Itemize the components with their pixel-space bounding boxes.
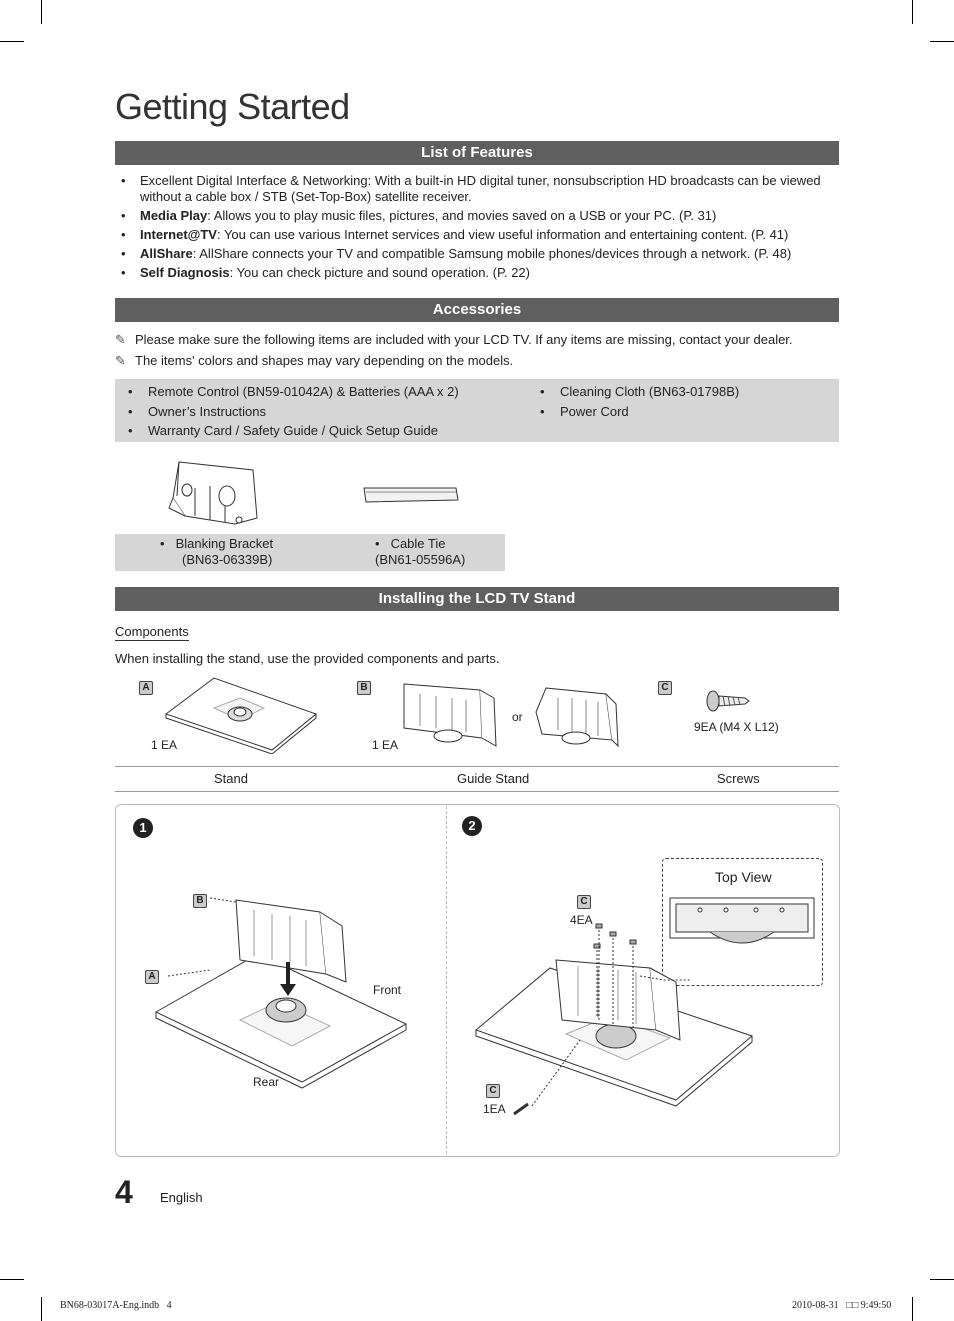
crop-mark — [930, 1279, 954, 1280]
crop-mark — [41, 0, 42, 24]
step-1-rear-label: Rear — [253, 1075, 280, 1089]
accessories-note: ✎ Please make sure the following items are included with your LCD TV. If any items are missing, contact your dealer. — [115, 332, 793, 347]
step-2-label-c-top: C — [577, 895, 591, 909]
accessories-list-box — [115, 379, 839, 442]
list-item: • Cleaning Cloth (BN63-01798B) — [540, 382, 739, 402]
accessories-heading: Accessories — [115, 298, 839, 322]
components-intro: When installing the stand, use the provided components and parts. — [115, 651, 500, 666]
feature-item: • AllShare: AllShare connects your TV and compatible Samsung mobile phones/devices through a network. (P. 48) — [115, 246, 835, 262]
list-item: • Warranty Card / Safety Guide / Quick Setup Guide — [128, 421, 459, 441]
list-item: • Remote Control (BN59-01042A) & Batteries (AAA x 2) — [128, 382, 459, 402]
pencil-icon: ✎ — [115, 353, 126, 368]
component-letter-b: B — [357, 681, 371, 695]
feature-item: • Self Diagnosis: You can check picture and sound operation. (P. 22) — [115, 265, 835, 281]
step-2-label-c-bottom: C — [486, 1084, 500, 1098]
accessories-list-right — [540, 382, 739, 421]
guide-stand-image — [400, 680, 500, 752]
step-2-number: 2 — [462, 816, 482, 836]
features-list — [115, 173, 835, 284]
component-letter-a: A — [139, 681, 153, 695]
accessories-list-left — [128, 382, 459, 441]
accessory-blanking-bracket: • Blanking Bracket (BN63-06339B) — [160, 536, 274, 567]
step-2-illustration — [470, 920, 760, 1120]
component-c-name: Screws — [717, 771, 760, 786]
stand-base-image — [160, 674, 320, 754]
step-1-illustration — [150, 890, 410, 1090]
pencil-icon: ✎ — [115, 332, 126, 347]
component-b-qty: 1 EA — [372, 738, 399, 752]
page-number: 4 — [115, 1174, 133, 1210]
components-subheading: Components — [115, 624, 189, 639]
component-b-name: Guide Stand — [457, 771, 530, 786]
component-c-qty: 9EA (M4 X L12) — [694, 720, 779, 734]
footer-language: English — [160, 1190, 203, 1205]
step-1-label-a: A — [145, 970, 159, 984]
step-1-label-b: B — [193, 894, 207, 908]
crop-mark — [0, 1279, 24, 1280]
component-letter-c: C — [658, 681, 672, 695]
blanking-bracket-image — [165, 458, 265, 530]
component-a-name: Stand — [214, 771, 248, 786]
features-heading: List of Features — [115, 141, 839, 165]
list-item: • Power Cord — [540, 402, 739, 422]
steps-divider — [446, 806, 447, 1154]
screw-image — [705, 689, 751, 713]
cable-tie-image — [360, 484, 460, 506]
pictured-accessories-box — [115, 534, 505, 571]
feature-item: • Internet@TV: You can use various Internet services and view useful information and entertaining content. (P. 41) — [115, 227, 835, 243]
stand-heading: Installing the LCD TV Stand — [115, 587, 839, 611]
feature-item: • Excellent Digital Interface & Networking: With a built-in HD digital tuner, nonsubscription HD broadcasts can be viewed without a cable box / STB (Set-Top-Box) satellite receiver. — [115, 173, 835, 205]
footer-file: BN68-03017A-Eng.indb 4 — [60, 1300, 172, 1311]
divider — [115, 791, 839, 792]
divider — [115, 766, 839, 767]
guide-stand-alt-image — [532, 684, 622, 754]
feature-item: • Media Play: Allows you to play music files, pictures, and movies saved on a USB or your PC. (P. 31) — [115, 208, 835, 224]
crop-mark — [0, 41, 24, 42]
or-text: or — [512, 710, 523, 724]
component-a-qty: 1 EA — [151, 738, 178, 752]
list-item: • Owner’s Instructions — [128, 402, 459, 422]
step-2-qty-top: 4EA — [570, 913, 593, 927]
accessory-cable-tie: • Cable Tie (BN61-05596A) — [375, 536, 466, 567]
step-2-qty-bottom: 1EA — [483, 1102, 506, 1116]
top-view-label: Top View — [715, 869, 772, 885]
step-1-number: 1 — [133, 818, 153, 838]
step-1-front-label: Front — [373, 983, 402, 997]
accessories-note: ✎ The items' colors and shapes may vary depending on the models. — [115, 353, 514, 368]
crop-mark — [912, 1297, 913, 1321]
crop-mark — [930, 41, 954, 42]
footer-timestamp: 2010-08-31 □□ 9:49:50 — [792, 1300, 892, 1311]
page-title: Getting Started — [115, 86, 350, 127]
crop-mark — [41, 1297, 42, 1321]
crop-mark — [912, 0, 913, 24]
